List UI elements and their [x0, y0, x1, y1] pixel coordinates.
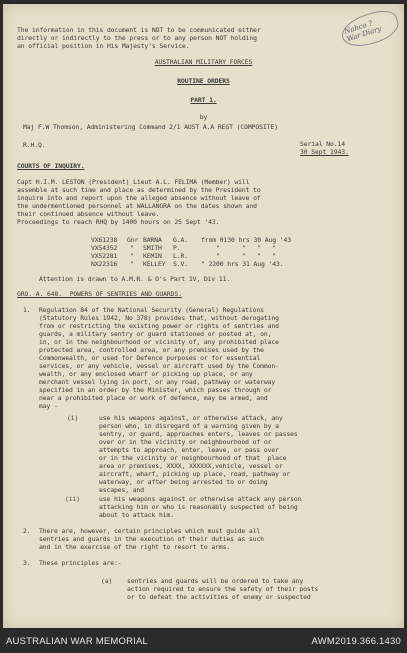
para2-line: There are, however, certain principles which must guide all: [39, 527, 261, 535]
court-body-line: Proceedings to reach RHQ by 1400 hours on 25 Sept '43.: [17, 218, 220, 226]
surname: KELLEY: [143, 260, 166, 268]
issuer-line: Maj F.W Thomson, Administering Command 2/1 AUST A.A REGT (COMPOSITE): [23, 123, 278, 131]
absence-period: " " " ": [216, 244, 276, 252]
rank: ": [130, 252, 134, 260]
para2-line: sentries and guards in the execution of their duties as such: [39, 535, 264, 543]
footer-institution: AUSTRALIAN WAR MEMORIAL: [6, 636, 149, 647]
surname: BARNA: [143, 236, 162, 244]
surname: SMITH: [143, 244, 162, 252]
absence-period: " " " ": [216, 252, 276, 260]
para1-line: specified in an order by the Minister, which passes through or: [39, 386, 272, 394]
para3-line: These principles are:-: [39, 559, 122, 567]
surname: KEMIN: [143, 252, 162, 260]
sub-i-line: person who, in disregard of a warning given by a: [99, 422, 279, 430]
sub-i-line: escapes, and: [99, 486, 144, 494]
handwritten-annotation: [338, 6, 402, 52]
by-line: by: [199, 113, 208, 121]
part-title: PART 1.: [190, 96, 217, 104]
rank: ": [130, 244, 134, 252]
absence-period: from 0130 hrs 30 Aug '43: [201, 236, 291, 244]
unit: S.V.: [173, 260, 188, 268]
court-body-line: assemble at such time and place as determined by the President to: [17, 186, 261, 194]
para1-line: merchant vessel lying in port, or any road, pathway or waterway: [39, 378, 276, 386]
sub-a-line: sentries and guards will be ordered to take any: [127, 577, 304, 585]
sub-i-line: aircraft, wharf, picking up place, road, pathway or: [99, 470, 291, 478]
para1-line: guards, a military sentry or guard stationed or posted at, on,: [39, 330, 272, 338]
serial-number: Serial No.14: [300, 140, 345, 148]
court-body-line: the undermentioned personnel at WALLANGRA on the dates shown and: [17, 202, 257, 210]
courts-heading: COURTS OF INQUIRY.: [17, 162, 85, 170]
paragraph-number: 3.: [23, 559, 31, 567]
para1-line: from or restricting the existing power or rights of sentries and: [39, 322, 279, 330]
para1-line: wealth, or any enclosed wharf or picking up place, or any: [39, 370, 253, 378]
sub-i-line: attempts to approach, enter, leave, or pass over: [99, 446, 279, 454]
sub-i-line: over or in the vicinity or neighbourhood of or: [99, 438, 272, 446]
security-line-2: directly or indirectly to the press or to any person NOT holding: [17, 34, 257, 42]
rank: Gnr: [127, 236, 139, 244]
unit: P.: [173, 244, 181, 252]
sub-a-line: or to defeat the activities of enemy or suspected: [127, 593, 311, 601]
rhq-label: R.H.Q.: [23, 141, 46, 149]
court-body-line: their continued absence without leave.: [17, 210, 160, 218]
service-number: VX54352: [91, 244, 118, 252]
unit: G.A.: [173, 236, 188, 244]
para1-line: Regulation 84 of the National Security (General) Regulations: [39, 306, 264, 314]
document-page: [3, 4, 404, 628]
security-line-3: an official position in His Majesty's Service.: [17, 42, 190, 50]
subparagraph-number: (i): [67, 414, 79, 422]
order-date: 30 Sept 1943.: [300, 148, 349, 156]
para1-line: (Statutory Rules 1942, No 378) provides that, without derogating: [39, 314, 279, 322]
unit: L.R.: [173, 252, 188, 260]
para1-line: services, or any vehicle, vessel or aircraft used by the Common-: [39, 362, 279, 370]
subparagraph-number: (ii): [65, 495, 80, 503]
sub-ii-line: about to attack him.: [99, 511, 174, 519]
attention-note: Attention is drawn to A.M.R. & O's Part 1V, Div 11.: [39, 275, 231, 283]
para1-line: in, or in the neighbourhood or vicinity of, any prohibited place: [39, 338, 279, 346]
archive-footer: [0, 630, 407, 653]
orders-title: ROUTINE ORDERS: [177, 77, 230, 85]
paragraph-number: 1.: [23, 306, 31, 314]
service-number: VX61238: [91, 236, 118, 244]
rank: ": [130, 260, 134, 268]
sub-i-line: use his weapons against, or otherwise attack, any: [99, 414, 283, 422]
court-body-line: Capt H.I.M. LESTON (President) Lieut A.L. FELIMA (Member) will: [17, 178, 250, 186]
sub-i-line: area or premises, XXXX, XXXXXX,vehicle, vessel or: [99, 462, 283, 470]
handwritten-note-text: Nahco ? War Diary: [343, 19, 383, 44]
sub-i-line: or in the vicinity or neighbourhood of that place: [99, 454, 287, 462]
para1-line: protected area, controlled area, or any premises used by the: [39, 346, 264, 354]
footer-accession-number: AWM2019.366.1430: [311, 636, 401, 647]
para2-line: and in the exercise of the right to resort to arms.: [39, 543, 231, 551]
absence-period: " 2200 hrs 31 Aug '43.: [201, 260, 284, 268]
gro-heading: GRO. A. 648. POWERS OF SENTRIES AND GUARDS.: [17, 290, 182, 298]
para1-line: Commonwealth, or used for Defence purposes or for essential: [39, 354, 261, 362]
security-line-1: The information in this document is NOT to be communicated either: [17, 26, 261, 34]
sub-ii-line: use his weapons against or otherwise attack any person: [99, 495, 302, 503]
para1-line: may -: [39, 402, 58, 410]
sub-i-line: waterway, or after being arrested to or doing: [99, 478, 268, 486]
service-number: VX52281: [91, 252, 118, 260]
paragraph-number: 2.: [23, 527, 31, 535]
sub-a-line: action required to ensure the safety of their posts: [127, 585, 319, 593]
service-number: NX22316: [91, 260, 118, 268]
sub-i-line: sentry, or guard, approaches enters, leaves or passes: [99, 430, 298, 438]
court-body-line: inquire into and report upon the alleged absence without leave of: [17, 194, 261, 202]
subparagraph-number: (a): [101, 577, 113, 585]
force-title: AUSTRALIAN MILITARY FORCES: [154, 58, 253, 66]
sub-ii-line: attacking him or who is reasonably suspected of being: [99, 503, 298, 511]
para1-line: near a prohibited place or work of defence, may be armed, and: [39, 394, 268, 402]
